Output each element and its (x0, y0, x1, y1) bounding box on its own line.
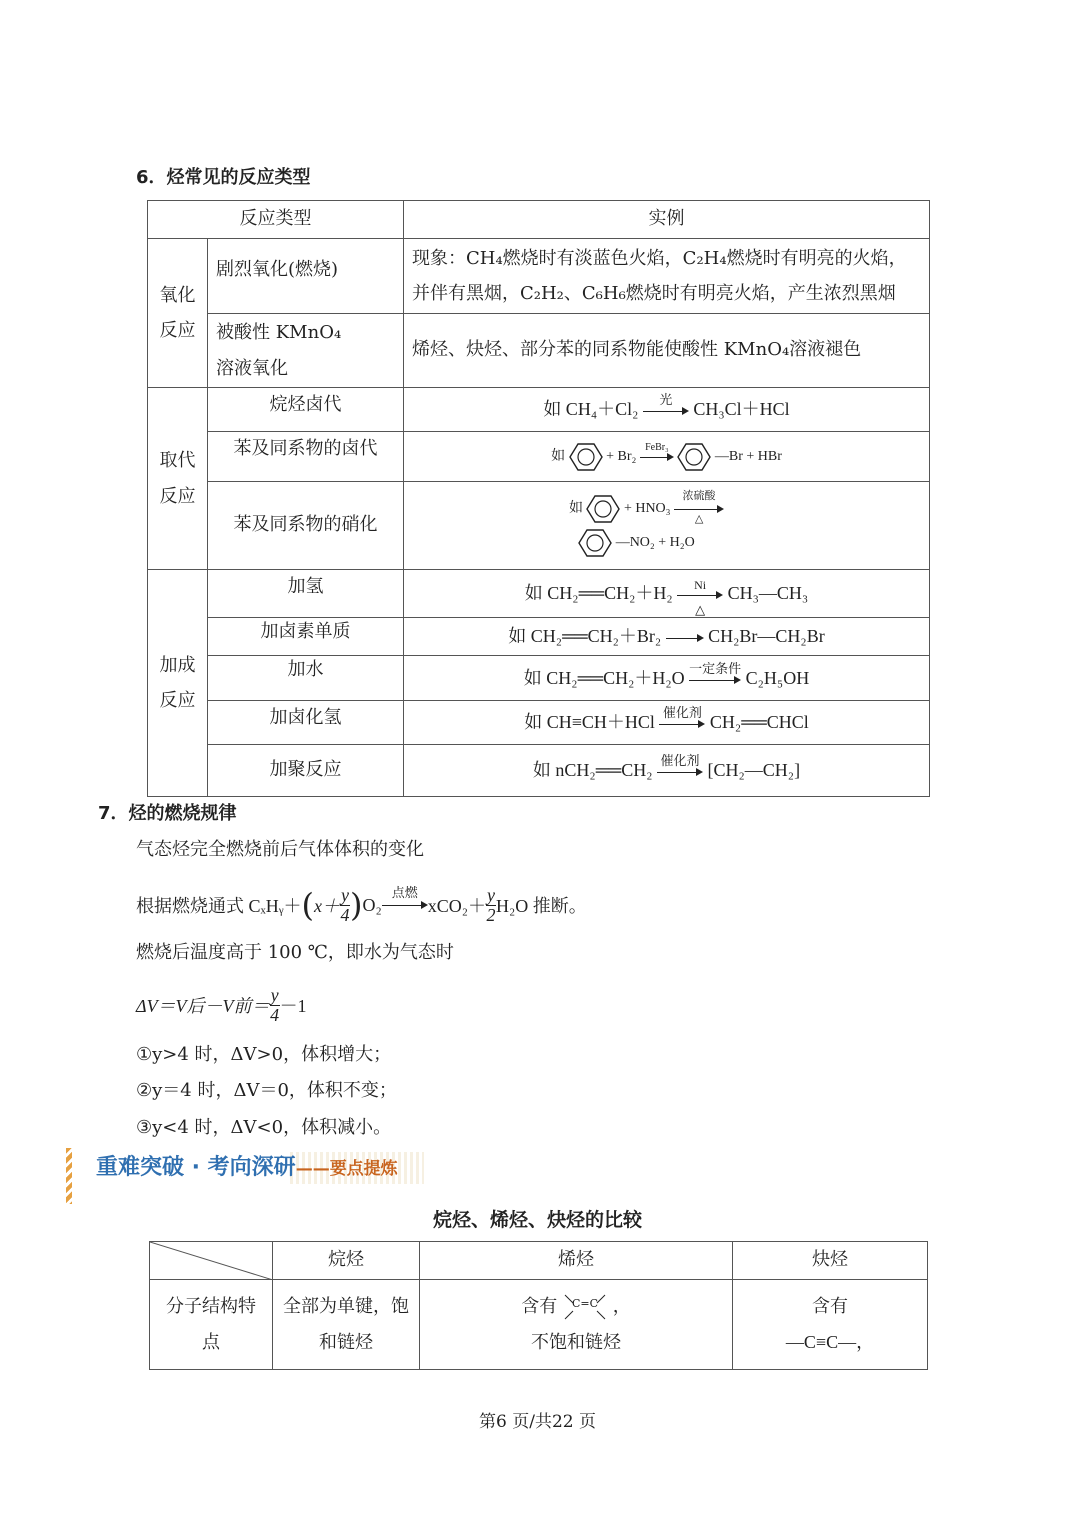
alkene-structure (420, 1280, 733, 1370)
alkane-line-1: 全部为单键，饱 (283, 1296, 409, 1318)
formula-suffix: H₂O 推断。 (496, 896, 587, 916)
condition-h2so4: 浓硫酸 (682, 489, 716, 502)
paren-close-icon: ) (349, 886, 363, 924)
comparison-title: 烷烃、烯烃、炔烃的比较 (432, 1209, 642, 1231)
frac-num: y (270, 985, 279, 1005)
eq-prefix: 如 (551, 448, 566, 464)
alkene-comma: ， (612, 1296, 631, 1318)
banner-stripe (66, 1148, 72, 1204)
benzene-ring-icon (677, 442, 711, 472)
banner-main: 重难突破 · 考向深研 (96, 1155, 296, 1180)
header-alkyne: 炔烃 (733, 1242, 928, 1280)
group-substitution: 取代 反应 (148, 388, 208, 570)
eq-reactants: 如 CH₄＋Cl₂ (543, 399, 639, 420)
eq-products: —NO₂ + H₂O (615, 534, 695, 550)
eq-products: CH₂Br—CH₂Br (708, 626, 825, 646)
eq-hno3: + HNO₃ (623, 500, 671, 516)
kmno4-line-2: 溶液氧化 (216, 357, 288, 379)
arrow-icon (666, 631, 704, 645)
formula-o2: O₂ (362, 894, 382, 915)
alkene-contains: 含有 (521, 1296, 558, 1318)
example-benzene-nitration (404, 482, 930, 570)
case-item-3: ③y<4 时，ΔV<0，体积减小。 (136, 1117, 392, 1138)
header-alkene: 烯烃 (420, 1242, 733, 1280)
benzene-ring-icon (569, 442, 603, 472)
nitration-line-2 (344, 528, 929, 558)
type-halogen-addition: 加卤素单质 (208, 618, 404, 656)
alkane-structure (273, 1280, 420, 1370)
frac-den: 4 (340, 905, 350, 925)
type-hydration: 加水 (208, 656, 404, 701)
delta-v-prefix: ΔV＝V后－V前＝ (136, 996, 270, 1016)
section-banner (96, 1150, 398, 1181)
type-alkane-halogenation: 烷烃卤代 (208, 388, 404, 432)
example-benzene-halogenation (404, 432, 930, 482)
eq-products: C₂H₅OH (745, 667, 810, 688)
group-addition: 加成 反应 (148, 570, 208, 797)
frac-num: y (340, 885, 349, 905)
condition-heat: △ (695, 602, 706, 618)
row-label-line-2: 点 (202, 1331, 220, 1353)
eq-products: CH₃Cl＋HCl (693, 399, 790, 420)
condition-ignite: 点燃 (391, 885, 418, 900)
arrow-icon (659, 705, 705, 731)
page-footer: 第6 页/共22 页 (479, 1412, 596, 1432)
eq-br2: + Br₂ (606, 448, 637, 464)
eq-products: CH₃—CH₃ (727, 583, 809, 604)
benzene-ring-icon (586, 494, 620, 524)
alkane-line-2: 和链烃 (319, 1331, 373, 1353)
eq-reactants: 如 CH₂══CH₂＋Br₂ (508, 626, 662, 646)
delta-v-line (136, 980, 307, 1030)
example-hydrogenation (404, 570, 930, 618)
cc-label: C=C (572, 1297, 599, 1311)
type-kmno4-oxidation (208, 314, 404, 388)
type-hydrogenation: 加氢 (208, 570, 404, 618)
arrow-icon (677, 578, 723, 618)
header-example: 实例 (404, 201, 930, 239)
alkyne-structure (733, 1280, 928, 1370)
alkene-line-1 (420, 1289, 732, 1324)
example-halogen-addition (404, 618, 930, 656)
example-kmno4: 烯烃、炔烃、部分苯的同系物能使酸性 KMnO₄溶液褪色 (404, 314, 930, 388)
comparison-table (149, 1241, 928, 1370)
arrow-icon (382, 885, 428, 912)
kmno4-line-1: 被酸性 KMnO₄ (216, 322, 342, 344)
frac-den: 2 (486, 905, 496, 925)
fraction-y-over-4 (270, 986, 280, 1024)
section-7-title: 7．烃的燃烧规律 (98, 803, 237, 824)
frac-num: y (487, 885, 496, 905)
bracket-open-icon: [ (707, 760, 714, 781)
arrow-icon (674, 489, 724, 525)
combustion-line-1: 现象：CH₄燃烧时有淡蓝色火焰，C₂H₄燃烧时有明亮的火焰， (412, 247, 907, 269)
group-oxidation: 氧化 反应 (148, 239, 208, 388)
reaction-types-table (147, 200, 930, 797)
condition-febr3: FeBr₃ (645, 441, 669, 453)
frac-den: 4 (270, 1005, 280, 1025)
type-benzene-nitration: 苯及同系物的硝化 (208, 482, 404, 570)
eq-reactants: 如 CH₂══CH₂＋H₂ (524, 583, 673, 604)
arrow-icon (640, 441, 674, 464)
type-benzene-halogenation: 苯及同系物的卤代 (208, 432, 404, 482)
example-hydrohalogenation (404, 701, 930, 745)
volume-change-line: 气态烃完全燃烧前后气体体积的变化 (136, 839, 424, 860)
formula-prefix: 根据燃烧通式 CₓHᵧ＋ (136, 896, 302, 916)
alkyne-line-1: 含有 (812, 1296, 848, 1317)
section-6-title: 6．烃常见的反应类型 (136, 167, 311, 188)
paren-open-icon: ( (301, 886, 314, 924)
condition-heat: △ (694, 512, 704, 525)
delta-v-suffix: －1 (279, 996, 307, 1016)
case-item-2: ②y＝4 时，ΔV＝0，体积不变； (136, 1080, 397, 1101)
nitration-line-1 (364, 489, 929, 525)
banner-sub: ——要点提炼 (295, 1159, 398, 1179)
example-alkane-halogenation (404, 388, 930, 432)
alkyne-line-2: —C≡C—， (785, 1331, 875, 1352)
eq-products: CH₂—CH₂ (713, 760, 795, 781)
arrow-icon (689, 660, 742, 687)
formula-x: x＋ (313, 896, 340, 916)
eq-reactants: 如 CH₂══CH₂＋H₂O (523, 667, 685, 688)
eq-products: CH₂══CHCl (709, 712, 809, 733)
bracket-close-icon: ] (794, 760, 801, 781)
type-polymerization: 加聚反应 (208, 745, 404, 797)
alkene-line-2: 不饱和链烃 (531, 1331, 621, 1353)
eq-reactants: 如 CH≡CH＋HCl (524, 712, 655, 733)
formula-co2: xCO₂＋ (427, 896, 487, 916)
row-label-structure (150, 1280, 273, 1370)
eq-prefix: 如 (568, 500, 583, 516)
diagonal-line-icon (150, 1242, 273, 1280)
eq-reactants: 如 nCH₂══CH₂ (532, 760, 653, 781)
combustion-line-2: 并伴有黑烟，C₂H₂、C₆H₆燃烧时有明亮火焰，产生浓烈黑烟 (412, 283, 896, 304)
benzene-ring-icon (578, 528, 612, 558)
header-reaction-type: 反应类型 (148, 201, 404, 239)
example-hydration (404, 656, 930, 701)
condition-catalyst: 催化剂 (660, 753, 700, 769)
diagonal-header-cell (150, 1242, 273, 1280)
type-hydrohalogenation: 加卤化氢 (208, 701, 404, 745)
combustion-formula-line (136, 876, 587, 934)
condition-certain: 一定条件 (689, 660, 742, 676)
condition-ni: Ni (694, 578, 707, 593)
fraction-y-over-4 (340, 886, 350, 924)
temperature-line: 燃烧后温度高于 100 ℃，即水为气态时 (136, 942, 454, 963)
case-item-1: ①y>4 时，ΔV>0，体积增大； (136, 1044, 392, 1065)
arrow-icon (657, 753, 703, 779)
example-polymerization (404, 745, 930, 797)
type-combustion: 剧烈氧化(燃烧) (208, 239, 404, 314)
condition-light: 光 (659, 392, 673, 408)
eq-products: —Br + HBr (714, 448, 782, 464)
condition-catalyst: 催化剂 (662, 705, 702, 721)
row-label-line-1: 分子结构特 (166, 1296, 256, 1318)
arrow-icon (643, 392, 689, 418)
fraction-y-over-2 (486, 886, 496, 924)
cc-double-bond-icon (563, 1294, 607, 1320)
example-combustion (404, 239, 930, 314)
header-alkane: 烷烃 (273, 1242, 420, 1280)
